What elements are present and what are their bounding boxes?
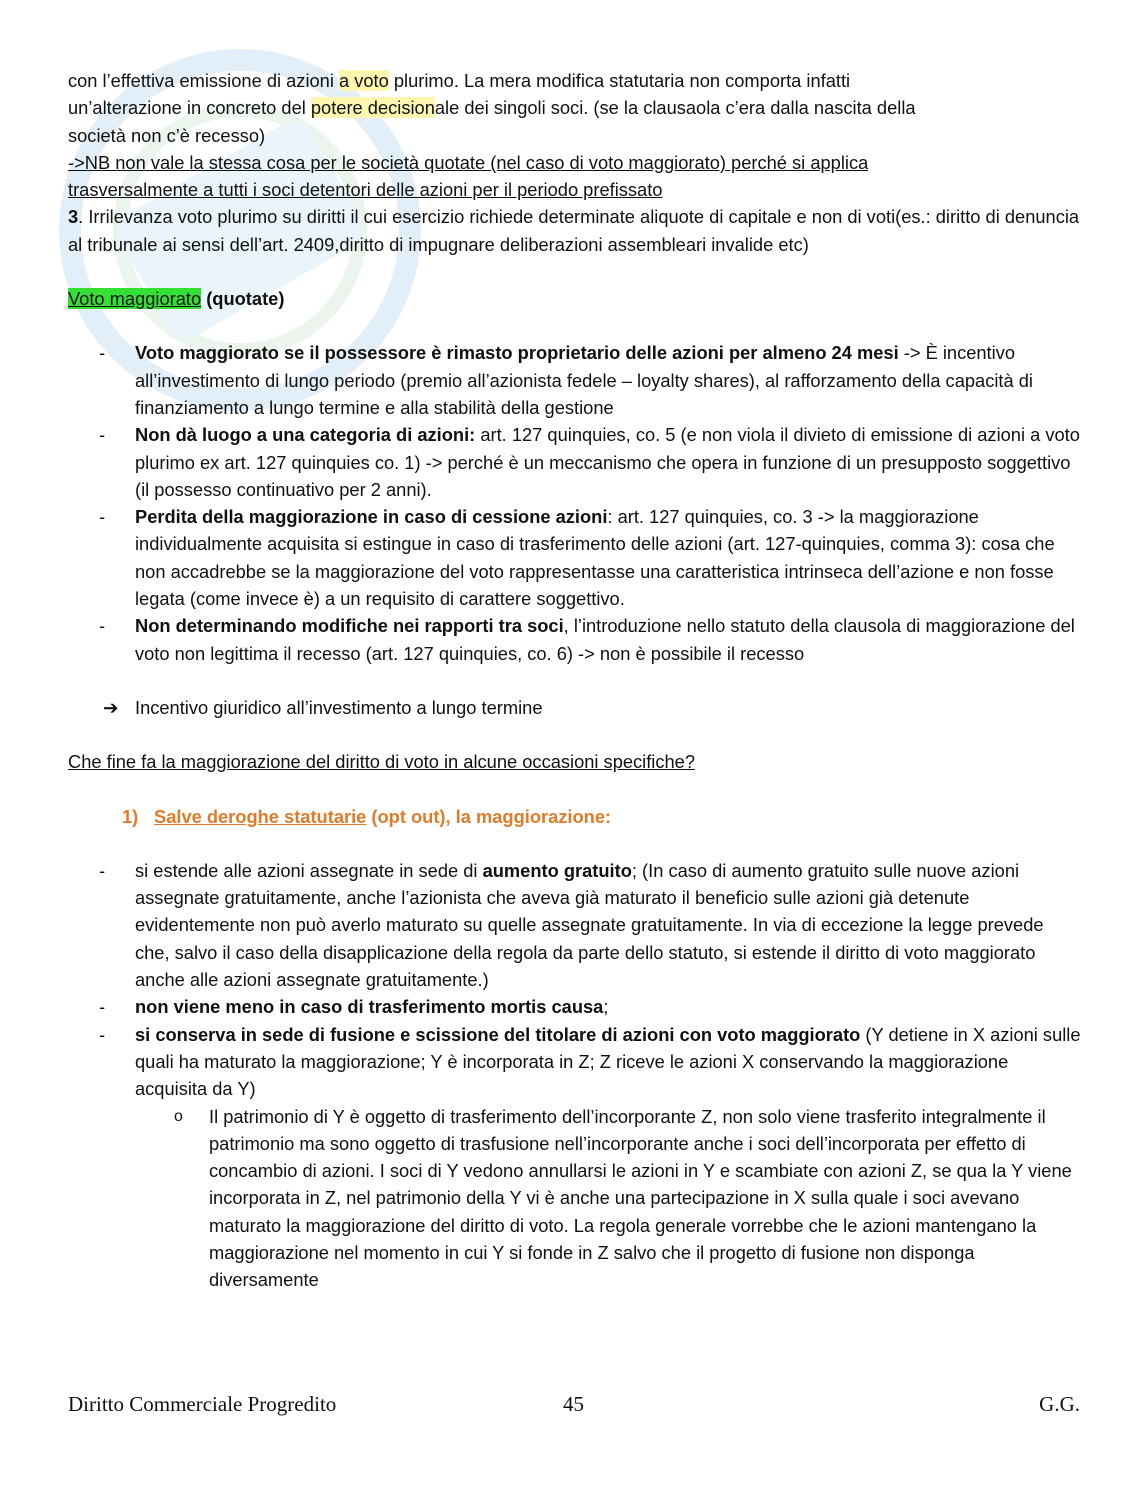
intro-line-2: un’alterazione in concreto del potere decisionale dei singoli soci. (se la clausaola c’era dalla nascita della: [68, 97, 916, 119]
arrow-item: ➔ Incentivo giuridico all’investimento a lungo termine: [68, 694, 1082, 721]
page-content: [68, 67, 1082, 1294]
page-number: 45: [563, 1392, 584, 1416]
section-title-highlight: Voto maggiorato: [68, 288, 202, 310]
numbered-heading: 1) Salve deroghe statutarie (opt out), la maggiorazione:: [122, 805, 612, 827]
question-heading: Che fine fa la maggiorazione del diritto di voto in alcune occasioni specifiche?: [68, 751, 696, 773]
footer-author: G.G.: [1039, 1392, 1080, 1416]
list-item: - si conserva in sede di fusione e scissione del titolare di azioni con voto maggiorato (Y detiene in X azioni sulle quali ha maturato la maggiorazione; Y è incorporata in Z; Z riceve le azioni X conservando la maggiorazione acquisita da Y): [68, 1021, 1082, 1103]
point-3: 3. Irrilevanza voto plurimo su diritti il cui esercizio richiede determinate aliquote di capitale e non di voti(es.: diritto di denuncia al tribunale ai sensi dell’art. 2409,diritto di impugnare deliberazioni assembleari invalide etc): [68, 206, 1080, 255]
arrow-right-icon: ➔: [103, 696, 119, 718]
intro-line-1: con l’effettiva emissione di azioni a voto plurimo. La mera modifica statutaria non comporta infatti: [68, 70, 851, 91]
highlight-potere-decisionale: potere decision: [310, 97, 435, 119]
list-item: - Non dà luogo a una categoria di azioni: art. 127 quinquies, co. 5 (e non viola il divieto di emissione di azioni a voto plurimo ex art. 127 quinquies co. 1) -> perché è un meccanismo che opera in funzione di un presupposto soggettivo (il possesso continuativo per 2 anni).: [68, 421, 1082, 503]
list-item: - Voto maggiorato se il possessore è rimasto proprietario delle azioni per almeno 24 mesi -> È incentivo all’investimento di lungo periodo (premio all’azionista fedele – loyalty shares), al rafforzamento della capacità di finanziamento a lungo termine e alla stabilità della gestione: [68, 339, 1082, 421]
section-title: Voto maggiorato (quotate): [68, 288, 285, 310]
list-item: - non viene meno in caso di trasferimento mortis causa;: [68, 993, 1082, 1020]
sub-list-item: o Il patrimonio di Y è oggetto di trasferimento dell’incorporante Z, non solo viene trasferito integralmente il patrimonio ma sono oggetto di trasfusione nell’incorporante anche i soci dell’incorporata per effetto di concambio di azioni. I soci di Y vedono annullarsi le azioni in Y e scambiate con azioni Z, se qua la Y viene incorporata in Z, nel patrimonio della Y vi è anche una partecipazione in X sulla quale i soci avevano maturato la maggiorazione del diritto di voto. La regola generale vorrebbe che le azioni mantengano la maggiorazione nel momento in cui Y si fonde in Z salvo che il progetto di fusione non disponga diversamente: [68, 1103, 1082, 1294]
list-item: - Non determinando modifiche nei rapporti tra soci, l’introduzione nello statuto della clausola di maggiorazione del voto non legittima il recesso (art. 127 quinquies, co. 6) -> non è possibile il recesso: [68, 612, 1082, 667]
highlight-a-voto: a voto: [338, 70, 389, 91]
voto-maggiorato-list: [68, 339, 1082, 667]
footer-title: Diritto Commerciale Progredito: [68, 1392, 337, 1416]
list-item: - si estende alle azioni assegnate in sede di aumento gratuito; (In caso di aumento gratuito sulle nuove azioni assegnate gratuitamente, anche l’azionista che aveva già maturato il beneficio sulle azioni già detenute evidentemente non può averlo maturato su quelle assegnate gratuitamente. In via di eccezione la legge prevede che, salvo il caso della disapplicazione della regola da parte dello statuto, si estende il diritto di voto maggiorato anche alle azioni assegnate gratuitamente.): [68, 857, 1082, 993]
nb-line-1: ->NB non vale la stessa cosa per le società quotate (nel caso di voto maggiorato) perché si applica: [68, 151, 869, 173]
maggiorazione-list: [68, 857, 1082, 1103]
sub-list: [68, 1103, 1082, 1294]
nb-line-2: trasversalmente a tutti i soci detentori delle azioni per il periodo prefissato: [68, 179, 663, 201]
page-footer: [68, 1392, 1080, 1422]
intro-line-3: società non c’è recesso): [68, 124, 266, 146]
list-item: - Perdita della maggiorazione in caso di cessione azioni: art. 127 quinquies, co. 3 -> la maggiorazione individualmente acquisita si estingue in caso di trasferimento delle azioni (art. 127-quinquies, comma 3): cosa che non accadrebbe se la maggiorazione del voto rappresentasse una caratteristica intrinseca dell’azione e non fosse legata (come invece è) a un requisito di carattere soggettivo.: [68, 503, 1082, 612]
